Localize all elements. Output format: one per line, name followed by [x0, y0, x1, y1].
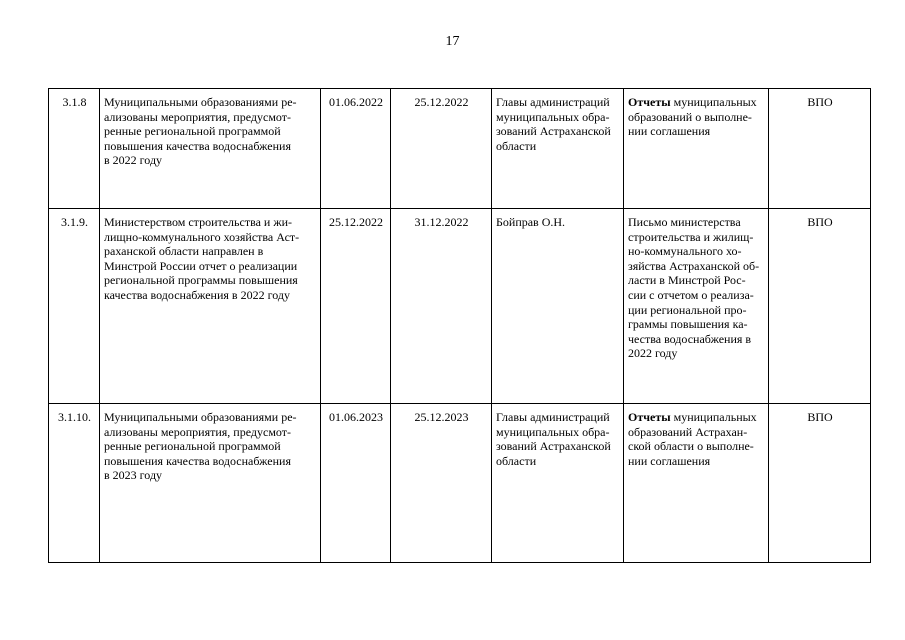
start-date-cell: 01.06.2022 — [321, 89, 391, 209]
item-number-cell: 3.1.10. — [49, 404, 100, 563]
responsible-cell — [492, 209, 624, 404]
description-cell — [100, 89, 321, 209]
responsible-text: Главы администраций муниципальных обра- зований Астраханской области — [496, 410, 611, 468]
description-cell — [100, 209, 321, 404]
responsible-text: Бойправ О.Н. — [496, 215, 566, 229]
code-cell: ВПО — [769, 209, 871, 404]
end-date-cell: 25.12.2023 — [391, 404, 492, 563]
table-row — [49, 89, 871, 209]
item-number-cell: 3.1.9. — [49, 209, 100, 404]
result-cell — [624, 209, 769, 404]
table-row — [49, 209, 871, 404]
start-date-cell: 01.06.2023 — [321, 404, 391, 563]
end-date-cell: 31.12.2022 — [391, 209, 492, 404]
result-text: муниципальных образований о выполне- нии соглашения — [628, 95, 757, 139]
description-text: Муниципальными образованиями ре- ализованы мероприятия, предусмот- ренные региональной программой повышения качества водоснабжения в 2023 году — [104, 410, 297, 483]
responsible-text: Главы администраций муниципальных обра- зований Астраханской области — [496, 95, 611, 153]
start-date-cell: 25.12.2022 — [321, 209, 391, 404]
code-cell: ВПО — [769, 89, 871, 209]
item-number-cell: 3.1.8 — [49, 89, 100, 209]
page-number: 17 — [445, 34, 460, 49]
result-cell — [624, 89, 769, 209]
description-text: Муниципальными образованиями ре- ализованы мероприятия, предусмот- ренные региональной программой повышения качества водоснабжения в 2022 году — [104, 95, 297, 168]
result-lead-text: Отчеты — [628, 410, 671, 424]
description-text: Министерством строительства и жи- лищно-коммунального хозяйства Аст- раханской области направлен в Минстрой России отчет о реализации региональной программы повышения качества водоснабжения в 2022 году — [104, 215, 300, 302]
result-text: муниципальных образований Астрахан- ской области о выполне- нии соглашения — [628, 410, 757, 468]
plan-table — [48, 88, 871, 563]
table-row — [49, 404, 871, 563]
responsible-cell — [492, 404, 624, 563]
result-text: Письмо министерства строительства и жилищ- но-коммунального хо- зяйства Астраханской об- ласти в Минстрой Рос- сии с отчетом о реализа- ции региональной про- граммы повышения ка- чества водоснабжения в 2022 году — [628, 215, 760, 361]
description-cell — [100, 404, 321, 563]
result-lead-text: Отчеты — [628, 95, 671, 109]
end-date-cell: 25.12.2022 — [391, 89, 492, 209]
result-cell — [624, 404, 769, 563]
responsible-cell — [492, 89, 624, 209]
code-cell: ВПО — [769, 404, 871, 563]
